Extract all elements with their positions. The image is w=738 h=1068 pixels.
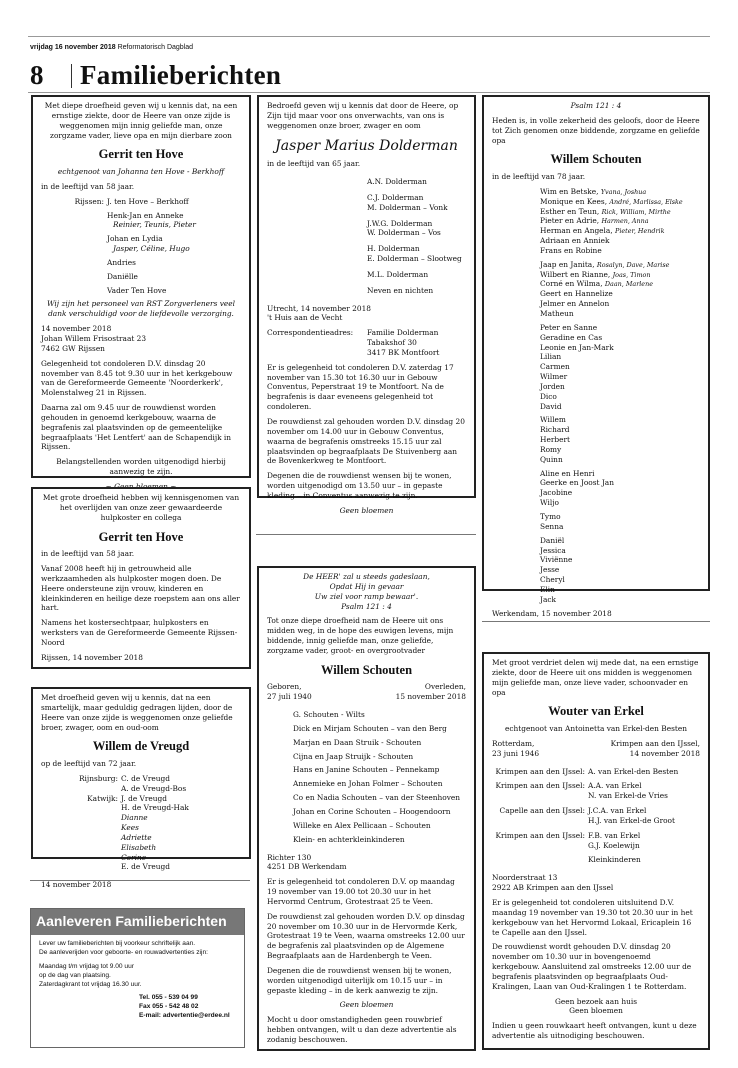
- family-member: W. Dolderman – Vos: [367, 228, 441, 238]
- age-line: op de leeftijd van 72 jaar.: [41, 759, 137, 768]
- interest-text: Belangstellenden worden uitgenodigd hierbij aanwezig te zijn.: [56, 457, 226, 477]
- family-member: Willem: [540, 415, 566, 425]
- family-list: [41, 197, 241, 296]
- family-member: G. Schouten - Wilts: [293, 710, 365, 720]
- notice-date: Rijssen, 14 november 2018: [41, 652, 143, 662]
- family-children: Harmen, Anna: [601, 217, 649, 226]
- deceased-name: Willem Schouten: [320, 662, 413, 677]
- family-member: Peter en Sanne: [540, 322, 598, 332]
- family-member: Elin: [540, 584, 555, 594]
- family-member: Jessica: [540, 545, 566, 555]
- family-member: Annemieke en Johan Folmer – Schouten: [293, 779, 443, 789]
- family-list: [492, 767, 700, 866]
- correspondence-line: Familie Dolderman: [367, 328, 439, 338]
- family-member: Jack: [540, 594, 556, 604]
- family-member: Geradine en Cas: [540, 332, 603, 342]
- invite-text: Degenen die de rouwdienst wensen bij te wonen, worden uitgenodigd uiterlijk om 10.15 uur – in gepaste kleding – in de kerk aanwezig te zijn.: [267, 965, 452, 995]
- family-member: A.N. Dolderman: [367, 176, 427, 186]
- born-label: Rotterdam,: [492, 738, 535, 748]
- deceased-name: Willem Schouten: [550, 152, 642, 167]
- column-separator: [256, 534, 476, 535]
- submit-line: Lever uw familieberichten bij voorkeur schriftelijk aan.: [39, 940, 196, 947]
- family-member: J.W.G. Dolderman: [367, 218, 433, 228]
- family-member: Dick en Mirjam Schouten – van den Berg: [293, 723, 447, 733]
- email-link[interactable]: E-mail: advertentie@erdee.nl: [139, 1012, 230, 1020]
- notice-intro: Bedroefd geven wij u kennis dat door de Heere, op Zijn tijd maar voor ons onverwachts, van ons is weggenomen onze broer, zwager en oom: [267, 101, 459, 130]
- notice-willem-de-vreugd: [31, 687, 251, 890]
- born-date: 23 juni 1946: [492, 748, 540, 758]
- signed-by: Namens het kostersechtpaar, hulpkosters en werksters van de Gereformeerde Gemeente Rijssen-Noord: [41, 618, 238, 647]
- family-member: F.B. van Erkel: [588, 830, 641, 840]
- quote-reference: Psalm 121 : 4: [341, 601, 392, 611]
- age-line: in de leeftijd van 58 jaar.: [41, 549, 135, 559]
- family-member: Johan en Lydia: [107, 234, 163, 244]
- deceased-name: Jasper Marius Dolderman: [275, 137, 458, 154]
- life-dates: [492, 739, 700, 759]
- fax-number: Fax 055 - 542 48 02: [139, 1003, 199, 1011]
- family-member: H. de Vreugd-Hak: [121, 803, 189, 813]
- family-member: Leonie en Jan-Mark: [540, 342, 614, 352]
- no-flowers: Geen bloemen: [569, 1006, 623, 1016]
- service-text: Daarna zal om 9.45 uur de rouwdienst worden gehouden in genoemd kerkgebouw, waarna de begrafenis zal plaatsvinden op de gemeentelijke begraafplaats 'Het Lentfert' aan de Schapendijk in Rijssen.: [41, 403, 232, 452]
- family-children: Daan, Marlene: [604, 280, 653, 289]
- no-flowers: ~ Geen bloemen ~: [105, 481, 177, 491]
- page-title: Familieberichten: [80, 60, 282, 90]
- notice-intro: Met diepe droefheid geven wij u kennis dat, na een ernstige ziekte, door de Heere van onze zijde is weggenomen mijn innig geliefde man, onze zorgzame vader, lieve opa en mijn dierbare zoon: [44, 101, 238, 140]
- family-member: Esther en Teun,: [540, 206, 600, 216]
- family-rijnsburg: [41, 774, 241, 794]
- submit-line: De aanleverijden voor geboorte- en rouwadvertenties zijn:: [39, 948, 208, 956]
- born-date: 27 juli 1940: [267, 692, 312, 702]
- notice-intro: Heden is, in volle zekerheid des geloofs, door de Heere tot Zich genomen onze biddende, zorgzame en geliefde opa: [492, 115, 700, 145]
- header-date: vrijdag 16 november 2018: [30, 44, 116, 51]
- grandchildren: Reinier, Teunis, Pieter: [113, 220, 196, 230]
- family-member: Klein- en achterkleinkinderen: [293, 834, 405, 844]
- family-children: Yvana, Joshua: [600, 187, 647, 196]
- family-member: E. Dolderman – Slootweg: [367, 254, 462, 264]
- family-member: Herbert: [540, 435, 570, 445]
- family-member: Daniëlle: [107, 271, 138, 281]
- family-row: [540, 279, 700, 289]
- notice-intro: Met droefheid geven wij u kennis, dat na een smartelijk, maar geduldig gedragen lijden, door de Heere van onze zijde is weggenomen onze geliefde broer, zwager, oom en oud-oom: [41, 693, 233, 732]
- family-member: Cijna en Jaap Struijk - Schouten: [293, 751, 414, 761]
- quote-line: Opdat Hij in gevaar: [329, 581, 404, 591]
- died-label: Krimpen aan den IJssel,: [610, 738, 700, 748]
- family-member: N. van Erkel-de Vries: [588, 791, 668, 801]
- family-member: Jacobine: [540, 488, 573, 498]
- family-member: Jesse: [540, 565, 560, 575]
- no-flowers: Geen bloemen: [339, 505, 394, 515]
- deceased-name: Gerrit ten Hove: [98, 529, 184, 544]
- condolence-text: Er is gelegenheid tot condoleren uitsluitend D.V. maandag 19 november van 19.30 tot 20.30 uur in het kerkgebouw van het Hervormd Lokaal, Ericaplein 16 te Capelle aan den IJssel.: [492, 897, 693, 937]
- family-member: C. de Vreugd: [121, 773, 171, 783]
- address-city: 4251 DB Werkendam: [267, 862, 347, 872]
- family-member: Vader Ten Hove: [107, 285, 167, 295]
- psalm-quote: [267, 572, 466, 611]
- notice-date: Werkendam, 15 november 2018: [492, 608, 612, 618]
- family-row: [540, 187, 700, 197]
- family-member: Jaap en Janita,: [540, 259, 595, 269]
- family-children: Pieter, Hendrik: [615, 227, 665, 236]
- submit-line: op de dag van plaatsing.: [39, 971, 111, 979]
- family-member: Elisabeth: [121, 842, 157, 852]
- header-divider: [71, 64, 72, 88]
- family-member: C.J. Dolderman: [367, 192, 424, 202]
- family-member: E. de Vreugd: [121, 862, 171, 872]
- submit-line: Zaterdagkrant tot vrijdag 16.30 uur.: [39, 980, 142, 988]
- notice-willem-schouten-grandchildren: [482, 95, 710, 618]
- service-text: De rouwdienst zal gehouden worden D.V. dinsdag 20 november om 14.00 uur in Gebouw Conventus, waarna de begrafenis omstreeks 15.15 uur zal plaatsvinden op begraafplaats De Stuivenberg aan de Bovenkerkweg te Montfoort.: [267, 417, 465, 466]
- family-member: Geerke en Joost Jan: [540, 478, 614, 488]
- family-member: Aline en Henri: [540, 468, 595, 478]
- notice-wouter-van-erkel: [482, 652, 710, 1050]
- header-paper: Reformatorisch Dagblad: [117, 44, 194, 51]
- family-member: A. de Vreugd-Bos: [121, 783, 187, 793]
- family-member: A.A. van Erkel: [588, 781, 642, 791]
- family-row: [540, 207, 700, 217]
- family-place: Krimpen aan den IJssel:: [495, 781, 585, 791]
- notice-note: Indien u geen rouwkaart heeft ontvangen, kunt u deze advertentie als uitnodiging beschouwen.: [492, 1021, 697, 1041]
- family-member: J. de Vreugd: [121, 793, 168, 803]
- family-member: Wim en Betske,: [540, 186, 599, 196]
- family-member: Viviënne: [540, 555, 573, 565]
- notice-body: Vanaf 2008 heeft hij in getrouwheid alle werkzaamheden als hulpkoster mogen doen. De Heere ondersteune zijn vrouw, kinderen en kleinkinderen en heilige deze roepstem aan ons aller hart.: [41, 564, 240, 613]
- family-member: J.C.A. van Erkel: [588, 806, 647, 816]
- family-member: Dianne: [121, 813, 148, 823]
- family-row: [540, 270, 700, 280]
- address-city: 2922 AB Krimpen aan den IJssel: [492, 883, 614, 893]
- family-place: Rijnsburg:: [78, 773, 118, 783]
- grandchildren: Jasper, Céline, Hugo: [113, 244, 190, 254]
- family-member: Jelmer en Annelon: [540, 299, 610, 309]
- family-member: Johan en Corine Schouten – Hoogendoorn: [293, 806, 451, 816]
- submit-notices-ad: [30, 908, 245, 1048]
- family-row: [540, 289, 700, 299]
- family-member: Pieter en Adrie,: [540, 216, 600, 226]
- family-member: Dico: [540, 391, 557, 401]
- place-date: [267, 304, 466, 324]
- invite-text: Degenen die de rouwdienst wensen bij te wonen, worden uitgenodigd om 13.50 uur – in gepaste kleding – in Conventus aanwezig te zijn.: [267, 471, 452, 500]
- address-date: 14 november 2018: [41, 324, 112, 334]
- family-member: Henk-Jan en Anneke: [107, 210, 184, 220]
- deceased-name: Wouter van Erkel: [548, 704, 644, 719]
- family-member: M.L. Dolderman: [367, 269, 429, 279]
- deceased-name: Willem de Vreugd: [92, 739, 190, 754]
- correspondence-line: Tabakshof 30: [367, 338, 417, 348]
- place-line: 't Huis aan de Vecht: [267, 313, 343, 323]
- family-member: Corine: [121, 852, 147, 862]
- place-line: Utrecht, 14 november 2018: [267, 303, 371, 313]
- notice-gerrit-ten-hove-church: [31, 487, 251, 669]
- address-street: Richter 130: [267, 852, 312, 862]
- family-member: Kees: [121, 823, 139, 833]
- family-member: Romy: [540, 444, 562, 454]
- family-list: [267, 710, 466, 844]
- family-row: [540, 246, 700, 256]
- address-street: Johan Willem Frisostraat 23: [41, 333, 147, 343]
- address: [267, 853, 466, 873]
- family-member: M. Dolderman – Vonk: [367, 202, 448, 212]
- family-member: Herman en Angela,: [540, 226, 613, 236]
- family-row: [540, 236, 700, 246]
- family-member: David: [540, 401, 562, 411]
- correspondence-label: Correspondentieadres:: [267, 328, 354, 338]
- family-member: Tymo: [540, 512, 561, 521]
- notice-note: Mocht u door omstandigheden geen rouwbrief hebben ontvangen, wilt u dan deze advertentie als zodanig beschouwen.: [267, 1015, 457, 1044]
- address: [41, 324, 241, 354]
- family-children: Rosalyn, Dave, Marise: [596, 260, 670, 269]
- family-member: Carmen: [540, 362, 570, 372]
- age-line: in de leeftijd van 58 jaar.: [41, 181, 135, 191]
- family-member: Kleinkinderen: [588, 855, 641, 865]
- life-dates: [267, 682, 466, 702]
- family-member: Frans en Robine: [540, 245, 602, 255]
- column-separator: [30, 880, 250, 881]
- family-row: [540, 309, 700, 319]
- family-member: Matheun: [540, 308, 574, 318]
- family-place: Rijssen:: [74, 196, 104, 206]
- address-street: Noorderstraat 13: [492, 873, 558, 883]
- condolence-text: Er is gelegenheid tot condoleren D.V. zaterdag 17 november van 15.30 tot 16.30 uur in Gebouw Conventus, Peperstraat 19 te Montfoort. Na de begrafenis is daar eveneens gelegenheid tot condoleren.: [267, 362, 454, 412]
- family-member: J. ten Hove – Berkhoff: [107, 196, 189, 206]
- family-member: H. Dolderman: [367, 244, 420, 254]
- family-member: Adriette: [121, 832, 152, 842]
- header-rule-bottom: [28, 92, 710, 93]
- family-children: André, Marlissa, Elske: [609, 197, 683, 206]
- family-member: Andries: [107, 257, 136, 267]
- notice-intro: Tot onze diepe droefheid nam de Heere uit ons midden weg, in de hope des euwigen levens, mijn biddende, innig geliefde man, onze geliefde, zorgzame vader, groot- en overgrootvader: [267, 616, 454, 655]
- notice-date: 14 november 2018: [41, 880, 112, 890]
- died-date: 15 november 2018: [395, 692, 466, 702]
- correspondence-line: 3417 BK Montfoort: [367, 347, 440, 357]
- family-member: Marjan en Daan Struik - Schouten: [293, 737, 422, 747]
- quote-reference: Psalm 121 : 4: [570, 101, 622, 110]
- family-member: Daniël: [540, 535, 565, 545]
- family-children: Joas, Timon: [612, 270, 651, 279]
- family-row: [540, 260, 700, 270]
- family-member: Willeke en Alex Pellicaan – Schouten: [293, 820, 431, 830]
- grandchildren-list: [492, 187, 700, 605]
- submit-line: Maandag t/m vrijdag tot 9.00 uur: [39, 962, 134, 970]
- family-member: Wiljo: [540, 498, 559, 508]
- spouse-line: echtgenoot van Johanna ten Hove - Berkhoff: [57, 167, 225, 176]
- family-children: Rick, William, Mirthe: [601, 207, 671, 216]
- correspondence: [267, 328, 466, 358]
- family-member: A. van Erkel-den Besten: [588, 766, 679, 776]
- family-member: Neven en nichten: [367, 285, 434, 295]
- family-member: Adriaan en Anniek: [540, 236, 610, 246]
- submit-ad-title: Aanleveren Familieberichten: [31, 909, 244, 935]
- family-row: [540, 299, 700, 309]
- header-rule-top: [28, 36, 710, 37]
- family-member: Monique en Kees,: [540, 196, 608, 206]
- family-member: Quinn: [540, 454, 563, 464]
- phone-number: Tel. 055 - 539 04 99: [139, 994, 198, 1002]
- family-member: Cheryl: [540, 575, 565, 585]
- family-member: Corné en Wilma,: [540, 279, 603, 289]
- service-text: De rouwdienst zal gehouden worden D.V. op dinsdag 20 november om 10.30 uur in de Hervormde Kerk, Grotestraat 19 te Veen, waarna omstreeks 12.00 uur de begrafenis zal plaatsvinden op de Algemene Begraafplaats aan de Hardenbergh te Veen.: [267, 911, 465, 961]
- family-member: Hans en Janine Schouten – Pennekamp: [293, 765, 440, 775]
- column-separator: [482, 621, 710, 622]
- page-number: 8: [30, 60, 44, 90]
- address: [492, 873, 700, 893]
- family-member: Co en Nadia Schouten – van der Steenhoven: [293, 793, 461, 803]
- family-member: Wilmer: [540, 372, 568, 382]
- service-text: De rouwdienst wordt gehouden D.V. dinsdag 20 november om 10.30 uur in bovengenoemd kerkgebouw. Aansluitend zal omstreeks 12.00 uur de begrafenis plaatsvinden op begraafplaats Oud-Kralingen, Laan van Oud-Kralingen 1 te Rotterdam.: [492, 942, 692, 991]
- died-date: 14 november 2018: [629, 748, 700, 758]
- condolence-text: Er is gelegenheid tot condoleren D.V. op maandag 19 november van 19.00 tot 20.30 uur in het Hervormd Centrum, Grotestraat 25 te Veen.: [267, 877, 455, 906]
- family-member: Geert en Hannelize: [540, 289, 613, 299]
- family-member: G.J. Koelewijn: [588, 840, 640, 850]
- family-member: Richard: [540, 425, 570, 435]
- thanks-note: Wij zijn het personeel van RST Zorgverleners veel dank verschuldigd voor de liefdevolle verzorging.: [46, 299, 236, 319]
- notice-gerrit-ten-hove-family: [31, 95, 251, 491]
- notice-intro: Met groot verdriet delen wij mede dat, na een ernstige ziekte, door de Heere uit ons midden is weggenomen mijn geliefde man, onze lieve vader, schoonvader en opa: [492, 658, 699, 697]
- deceased-name: Gerrit ten Hove: [98, 147, 184, 162]
- family-katwijk: [41, 794, 241, 873]
- no-visit: Geen bezoek aan huis: [554, 996, 637, 1006]
- family-member: Senna: [540, 521, 564, 531]
- no-flowers: Geen bloemen: [339, 1000, 394, 1010]
- family-row: [540, 226, 700, 236]
- notice-willem-schouten-family: [257, 566, 476, 1051]
- quote-line: De HEER' zal u steeds gadeslaan,: [303, 572, 430, 581]
- condolence-text: Gelegenheid tot condoleren D.V. dinsdag 20 november van 8.45 tot 9.30 uur in het kerkgebouw van de Gereformeerde Gemeente 'Noorderkerk', Molenstalweg 21 in Rijssen.: [41, 358, 233, 398]
- family-member: Jorden: [540, 381, 565, 391]
- age-line: in de leeftijd van 65 jaar.: [267, 159, 361, 169]
- family-place: Capelle aan den IJssel:: [499, 806, 585, 816]
- died-label: Overleden,: [424, 682, 466, 692]
- family-member: Lilian: [540, 352, 562, 362]
- family-list: [267, 177, 466, 296]
- family-place: Krimpen aan den IJssel:: [495, 830, 585, 840]
- family-place: Katwijk:: [87, 793, 118, 803]
- family-row: [540, 216, 700, 226]
- notice-intro: Met grote droefheid hebben wij kennisgenomen van het overlijden van onze zeer gewaardeerde hulpkoster en collega: [42, 493, 240, 522]
- family-member: Wilbert en Rianne,: [540, 269, 611, 279]
- spouse-line: echtgenoot van Antoinetta van Erkel-den Besten: [505, 724, 687, 733]
- notice-jasper-marius-dolderman: [257, 95, 476, 515]
- quote-line: Uw ziel voor ramp bewaar'.: [314, 591, 419, 601]
- address-city: 7462 GW Rijssen: [41, 343, 105, 353]
- family-member: H.J. van Erkel-de Groot: [588, 815, 675, 825]
- visit-flowers: [492, 997, 700, 1017]
- age-line: in de leeftijd van 78 jaar.: [492, 172, 586, 181]
- born-label: Geboren,: [267, 682, 302, 692]
- header-date-line: [30, 44, 193, 51]
- family-row: [540, 197, 700, 207]
- family-place: Krimpen aan den IJssel:: [495, 766, 585, 776]
